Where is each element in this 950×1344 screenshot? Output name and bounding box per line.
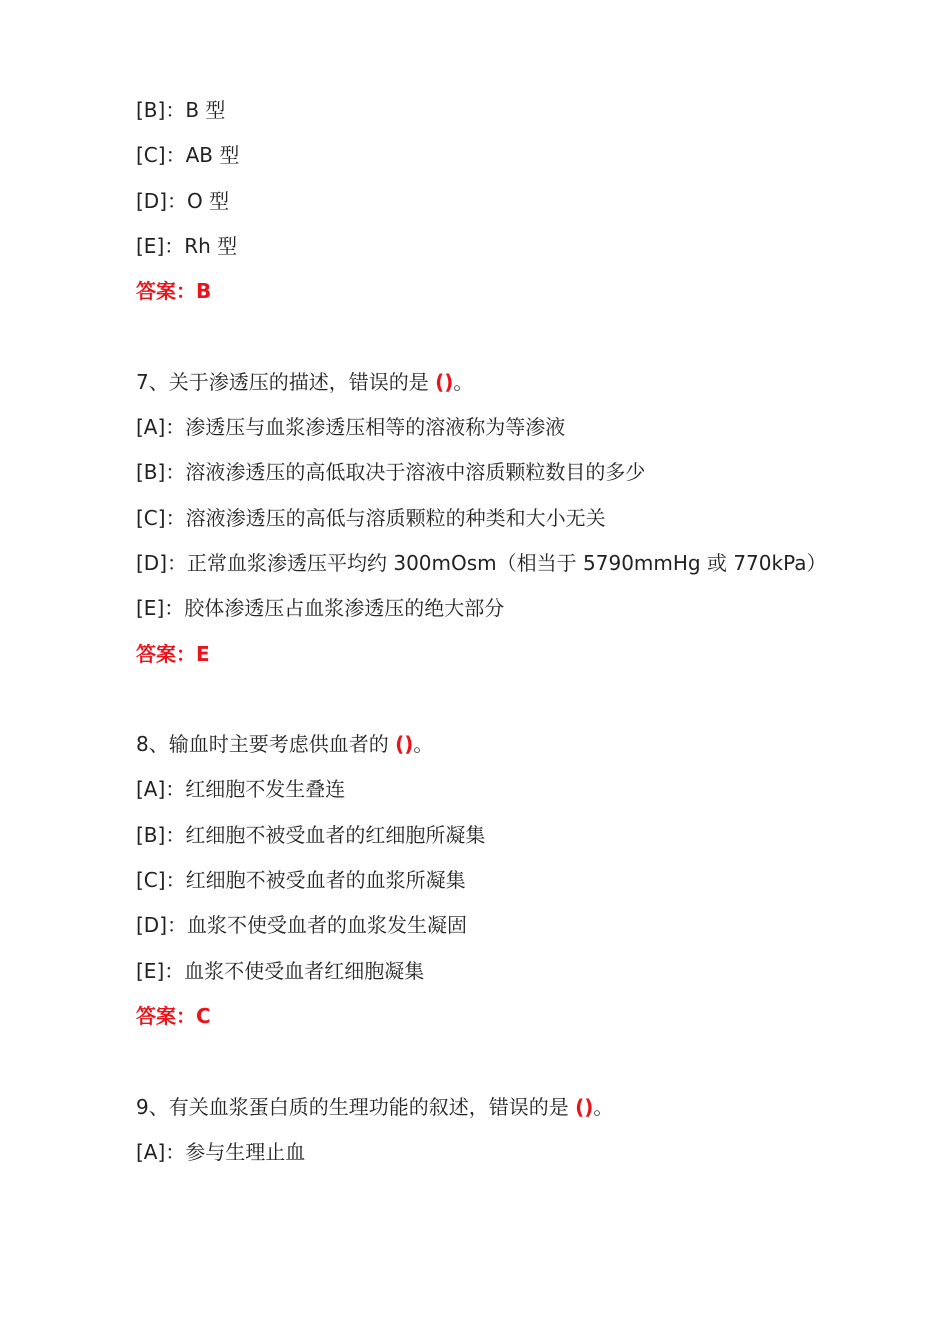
- option-c: [C]：红细胞不被受血者的血浆所凝集: [136, 868, 466, 893]
- question-9-stem: [136, 1089, 896, 1125]
- stem-end: 。: [413, 732, 434, 757]
- stem-end: 。: [453, 369, 474, 394]
- answer-q8: 答案：C: [136, 1003, 211, 1028]
- option-b: [B]：红细胞不被受血者的红细胞所凝集: [136, 822, 486, 847]
- option-e: [E]：Rh 型: [136, 233, 238, 258]
- option-a: [A]：参与生理止血: [136, 1139, 306, 1164]
- option-e: [E]：血浆不使受血者红细胞凝集: [136, 958, 425, 983]
- answer-blank: (): [435, 369, 454, 394]
- option-a: [A]：渗透压与血浆渗透压相等的溶液称为等渗液: [136, 415, 566, 440]
- stem-end: 。: [593, 1094, 614, 1119]
- question-7-stem: [136, 364, 896, 400]
- option-d: [D]：正常血浆渗透压平均约 300mOsm（相当于 5790mmHg 或 770kPa）: [136, 550, 827, 575]
- question-8-stem: [136, 726, 896, 762]
- answer-blank: (): [395, 732, 414, 757]
- spacer: [136, 681, 896, 726]
- option-d: [D]：血浆不使受血者的血浆发生凝固: [136, 913, 468, 938]
- option-a: [A]：红细胞不发生叠连: [136, 777, 346, 802]
- stem-text: 9、有关血浆蛋白质的生理功能的叙述，错误的是: [136, 1094, 569, 1119]
- stem-text: 8、输血时主要考虑供血者的: [136, 732, 389, 757]
- option-e: [E]：胶体渗透压占血浆渗透压的绝大部分: [136, 596, 505, 621]
- option-d: [D]：O 型: [136, 188, 230, 213]
- answer-blank: (): [575, 1094, 594, 1119]
- answer-q6: 答案：B: [136, 279, 212, 304]
- answer-q7: 答案：E: [136, 641, 210, 666]
- spacer: [136, 1043, 896, 1088]
- option-b: [B]：溶液渗透压的高低取决于溶液中溶质颗粒数目的多少: [136, 460, 646, 485]
- option-c: [C]：AB 型: [136, 143, 240, 168]
- option-b: [B]：B 型: [136, 98, 226, 122]
- spacer: [136, 318, 896, 363]
- question-content: [136, 92, 896, 1179]
- stem-text: 7、关于渗透压的描述，错误的是: [136, 369, 429, 394]
- option-c: [C]：溶液渗透压的高低与溶质颗粒的种类和大小无关: [136, 505, 606, 530]
